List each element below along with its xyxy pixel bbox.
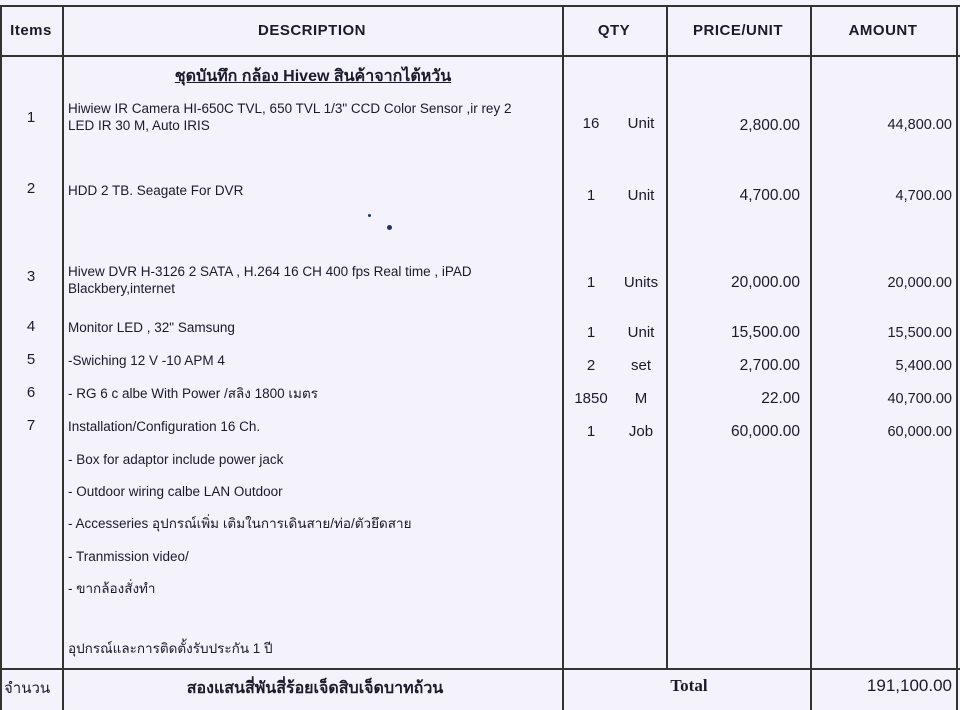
item-description	[68, 418, 558, 435]
item-qty: 1	[586, 324, 596, 341]
item-number: 6	[26, 384, 36, 401]
item-amount: 5,400.00	[895, 358, 952, 374]
item-unit: Unit	[627, 324, 655, 341]
item-unit: M	[634, 390, 648, 407]
header-divider	[0, 55, 960, 57]
item-qty: 2	[586, 357, 596, 374]
item-price: 60,000.00	[731, 423, 800, 440]
item-number: 4	[26, 318, 36, 335]
item-description	[68, 263, 558, 297]
item-qty: 1	[586, 274, 596, 291]
description-line: Hiwiew IR Camera HI-650C TVL, 650 TVL 1/3" CCD Color Sensor ,ir rey 2	[68, 101, 512, 116]
section-title: ชุดบันทึก กล้อง Hivew สินค้าจากไต้หวัน	[174, 68, 452, 85]
header-amount: AMOUNT	[848, 21, 918, 39]
item-number: 5	[26, 351, 36, 368]
amount-in-words: สองแสนสี่พันสี่ร้อยเจ็ดสิบเจ็ดบาทถ้วน	[186, 680, 444, 697]
item-price: 15,500.00	[731, 324, 800, 341]
item-amount: 40,700.00	[887, 391, 952, 407]
amount-label: จำนวน	[4, 680, 51, 697]
border-right	[956, 5, 958, 710]
item-description	[68, 385, 558, 402]
item-amount: 4,700.00	[895, 188, 952, 204]
sub-item: - Tranmission video/	[68, 549, 189, 564]
description-line: Monitor LED , 32" Samsung	[68, 320, 235, 335]
item-description	[68, 100, 558, 134]
item-qty: 1850	[574, 390, 608, 407]
column-divider-items	[62, 5, 64, 710]
description-line: - RG 6 c albe With Power /สลิง 1800 เมตร	[68, 386, 318, 401]
item-amount: 15,500.00	[887, 325, 952, 341]
description-line: Installation/Configuration 16 Ch.	[68, 419, 261, 434]
item-price: 20,000.00	[731, 274, 800, 291]
item-amount: 44,800.00	[887, 117, 952, 133]
item-description	[68, 352, 558, 369]
sub-item: - Outdoor wiring calbe LAN Outdoor	[68, 484, 283, 499]
item-qty: 16	[582, 115, 600, 132]
warranty-note: อุปกรณ์และการติดตั้งรับประกัน 1 ปี	[68, 641, 273, 656]
item-unit: Job	[628, 423, 654, 440]
sub-item: - Box for adaptor include power jack	[68, 452, 284, 467]
item-qty: 1	[586, 423, 596, 440]
item-description	[68, 182, 558, 199]
item-number: 2	[26, 180, 36, 197]
item-number: 1	[26, 109, 36, 126]
item-price: 22.00	[761, 390, 800, 407]
header-items: Items	[10, 21, 52, 39]
total-value: 191,100.00	[866, 676, 952, 695]
item-qty: 1	[586, 187, 596, 204]
description-line: -Swiching 12 V -10 APM 4	[68, 353, 225, 368]
total-label: Total	[670, 676, 708, 695]
item-amount: 60,000.00	[887, 424, 952, 440]
item-description	[68, 319, 558, 336]
item-number: 7	[26, 417, 36, 434]
description-line: HDD 2 TB. Seagate For DVR	[68, 183, 244, 198]
item-number: 3	[26, 268, 36, 285]
scan-speck	[387, 225, 392, 230]
item-unit: Unit	[627, 187, 655, 204]
header-qty: QTY	[597, 21, 631, 39]
item-unit: Unit	[627, 115, 655, 132]
header-description: DESCRIPTION	[257, 21, 366, 39]
scan-speck	[368, 214, 371, 217]
description-line: Blackbery,internet	[68, 281, 176, 296]
item-unit: Units	[623, 274, 659, 291]
sub-item: - ขากล้องสั่งทำ	[68, 581, 156, 596]
header-price-unit: PRICE/UNIT	[692, 21, 783, 39]
item-amount: 20,000.00	[887, 275, 952, 291]
sub-item: - Accesseries อุปกรณ์เพิ่ม เติมในการเดินสาย/ท่อ/ตัวยึดสาย	[68, 516, 412, 531]
description-line: LED IR 30 M, Auto IRIS	[68, 118, 210, 133]
item-price: 2,800.00	[739, 117, 800, 134]
item-unit: set	[630, 357, 651, 374]
footer-divider	[0, 668, 960, 670]
column-divider-description	[562, 5, 564, 710]
item-price: 2,700.00	[739, 357, 800, 374]
description-line: Hivew DVR H-3126 2 SATA , H.264 16 CH 400 fps Real time , iPAD	[68, 264, 472, 279]
item-price: 4,700.00	[739, 187, 800, 204]
